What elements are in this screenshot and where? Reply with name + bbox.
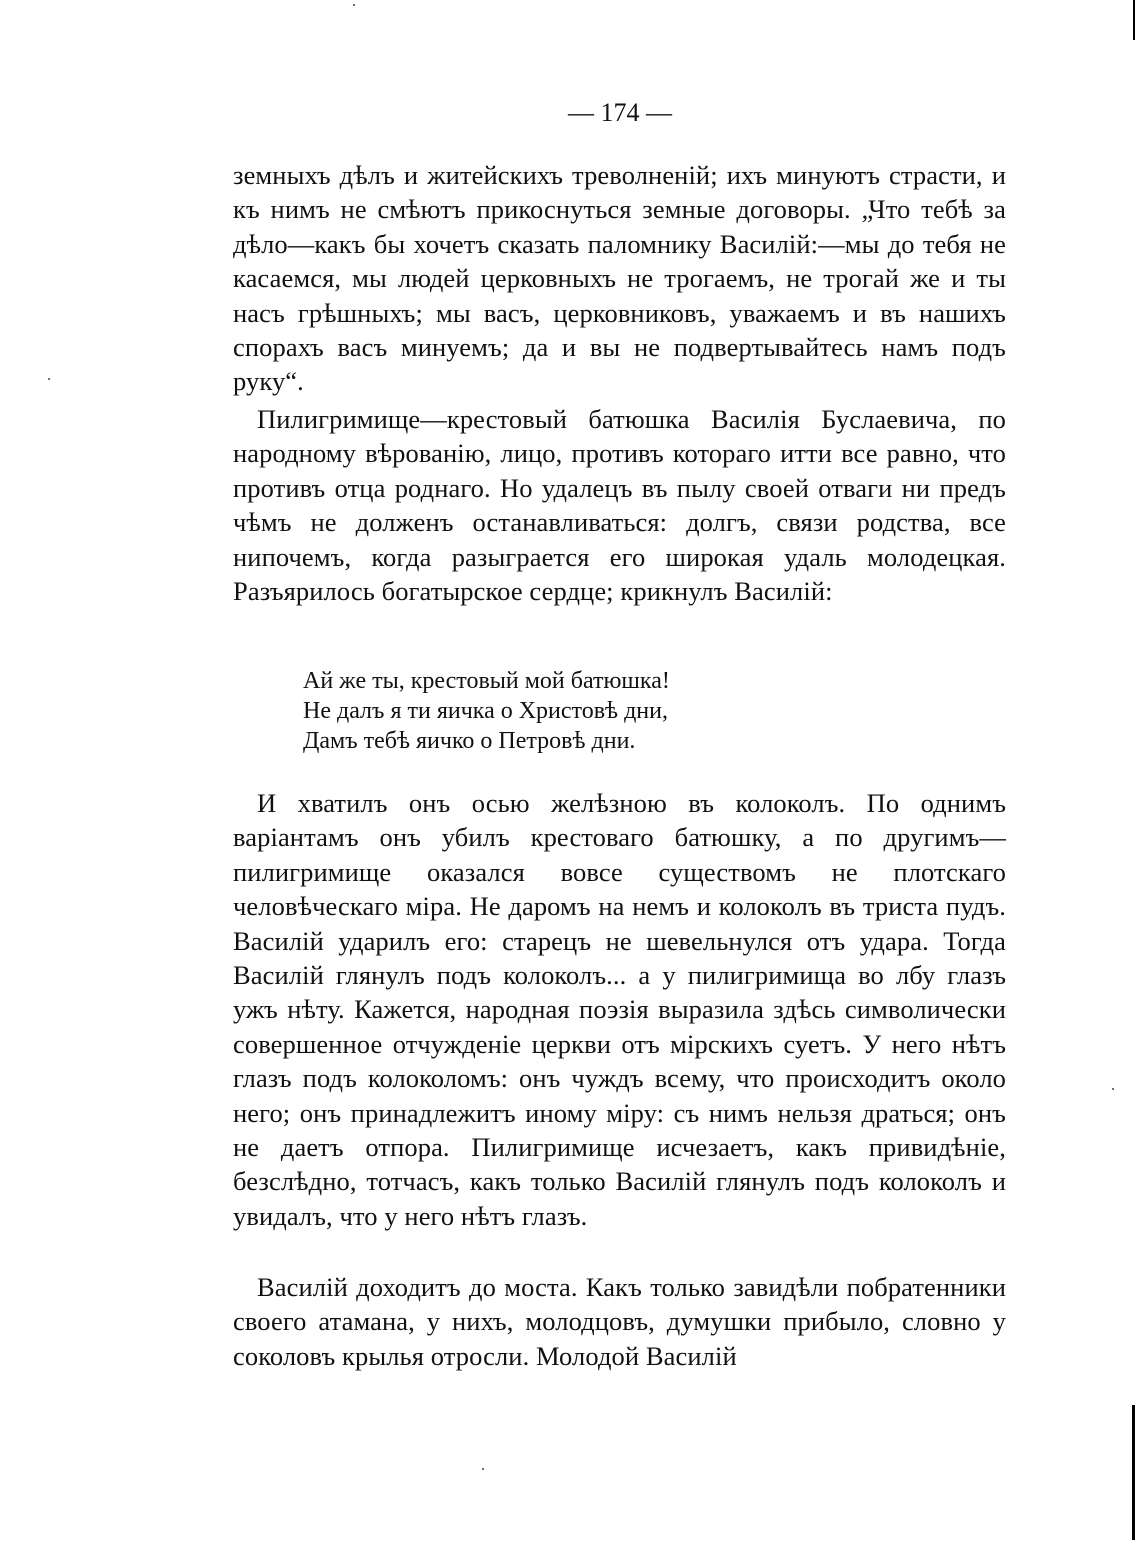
verse-line: Дамъ тебѣ яичко о Петровѣ дни. <box>303 728 636 754</box>
scan-speck <box>1112 1088 1114 1090</box>
scan-speck <box>48 378 50 380</box>
scan-edge-line <box>1132 1405 1135 1540</box>
scan-speck <box>353 4 355 6</box>
verse-line: Не далъ я ти яичка о Христовѣ дни, <box>303 698 668 724</box>
paragraph: земныхъ дѣлъ и житейскихъ треволненій; ихъ минуютъ страсти, и къ нимъ не смѣютъ прикоснуться земные договоры. „Что тебѣ за дѣло—какъ бы хочетъ сказать паломнику Василій:—мы до тебя не касаемся, мы людей церковныхъ не трогаемъ, не трогай же и ты насъ грѣшныхъ; мы васъ, церковниковъ, уважаемъ и въ нашихъ спорахъ васъ минуемъ; да и вы не подвертывайтесь намъ подъ руку“. <box>233 160 1006 397</box>
verse-line: Ай же ты, крестовый мой батюшка! <box>303 668 670 694</box>
paragraph: Василій доходитъ до моста. Какъ только завидѣли побратенники своего атамана, у нихъ, молодцовъ, думушки прибыло, словно у соколовъ крылья отросли. Молодой Василій <box>233 1272 1006 1371</box>
paragraph: И хватилъ онъ осью желѣзною въ колоколъ. По однимъ варіантамъ онъ убилъ крестоваго батюшку, а по другимъ—пилигримище оказался вовсе существомъ не плотскаго человѣческаго міра. Не даромъ на немъ и колоколъ въ триста пудъ. Василій ударилъ его: старецъ не шевельнулся отъ удара. Тогда Василій глянулъ подъ колоколъ... а у пилигримища во лбу глазъ ужъ нѣту. Кажется, народная поэзія выразила здѣсь символически совершенное отчужденіе церкви отъ мірскихъ суетъ. У него нѣтъ глазъ подъ колоколомъ: онъ чуждъ всему, что происходитъ около него; онъ принадлежитъ иному міру: съ нимъ нельзя драться; онъ не даетъ отпора. Пилигримище исчезаетъ, какъ привидѣніе, безслѣдно, тотчасъ, какъ только Василій глянулъ подъ колоколъ и увидалъ, что у него нѣтъ глазъ. <box>233 788 1006 1231</box>
paragraph-3-block <box>233 786 1006 1233</box>
paragraph-1-block <box>233 158 1006 399</box>
paragraph-2-block <box>233 402 1006 608</box>
scan-speck <box>482 1468 484 1470</box>
paragraph: Пилигримище—крестовый батюшка Василія Буслаевича, по народному вѣрованію, лицо, противъ котораго итти все равно, что противъ отца роднаго. Но удалецъ въ пылу своей отваги ни предъ чѣмъ не долженъ останавливаться: долгъ, связи родства, все нипочемъ, когда разыграется его широкая удаль молодецкая. Разъярилось богатырское сердце; крикнулъ Василій: <box>233 404 1006 607</box>
paragraph-4-block <box>233 1270 1006 1373</box>
page-number: — 174 — <box>568 98 672 127</box>
verse-quote <box>303 666 803 756</box>
scan-edge-line <box>1133 0 1135 40</box>
